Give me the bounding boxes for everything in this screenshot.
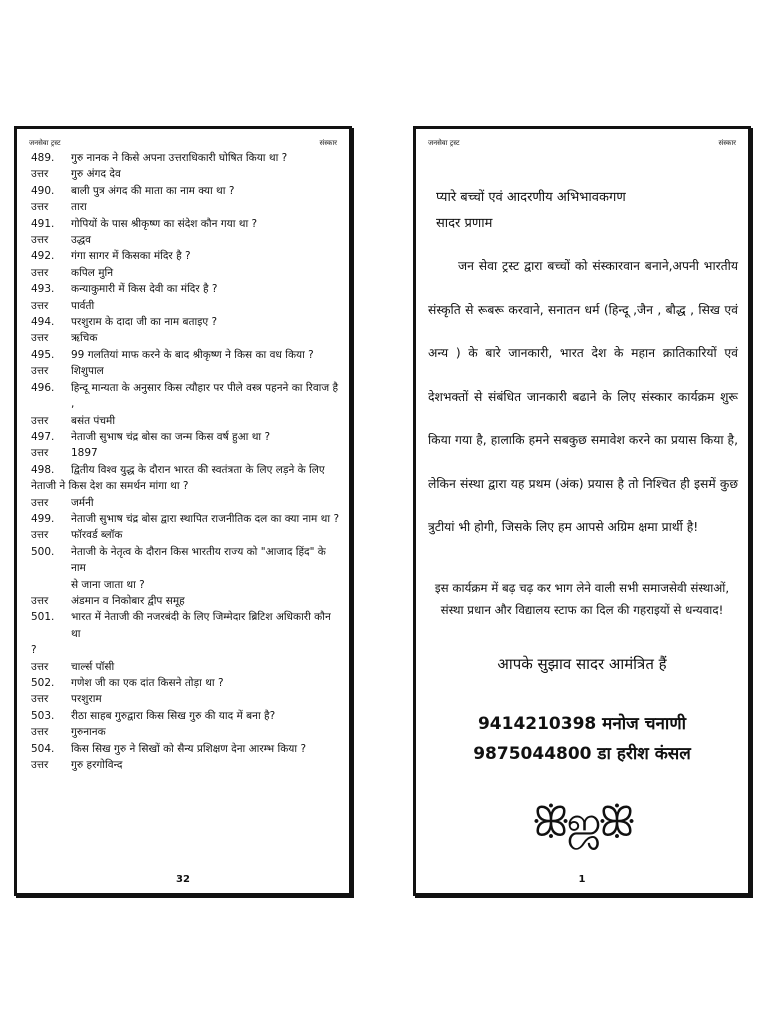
qa-line-number: 490. [31, 184, 55, 197]
qa-line-text: नेताजी सुभाष चंद्र बोस का जन्म किस वर्ष हुआ था ? [71, 430, 271, 443]
qa-line-text: 1897 [71, 447, 98, 460]
qa-line [31, 281, 339, 297]
qa-line [31, 166, 339, 182]
qa-line [31, 659, 339, 675]
qa-line [31, 232, 339, 248]
qa-line [31, 691, 339, 707]
qa-line-text: पार्वती [71, 299, 95, 312]
qa-line-text: ? [31, 644, 37, 657]
left-header-title: संस्कार [319, 139, 337, 147]
greeting-line-2: सादर प्रणाम [436, 216, 493, 231]
qa-line [31, 330, 339, 346]
qa-line-number: 492. [31, 250, 55, 263]
qa-line-text: फॉरवर्ड ब्लॉक [71, 529, 123, 542]
qa-line [31, 298, 339, 314]
qa-line-number: उत्तर [31, 299, 49, 312]
qa-line-text: गुरु हरगोविन्द [71, 759, 123, 772]
question-answer-list [31, 150, 339, 773]
qa-line [31, 183, 339, 199]
qa-line-text: चार्ल्स पॉसी [71, 660, 115, 673]
qa-line-text: 99 गलतियां माफ करने के बाद श्रीकृष्ण ने किस का वध किया ? [71, 348, 314, 361]
qa-line-number [31, 577, 71, 593]
greeting-line-1: प्यारे बच्चों एवं आदरणीय अभिभावकगण [436, 190, 626, 205]
qa-line-number: 500. [31, 545, 55, 558]
qa-line-number: उत्तर [31, 496, 49, 509]
left-page-header [29, 139, 337, 148]
contact-2: 9875044800 डा हरीश कंसल [473, 744, 691, 764]
qa-line [31, 216, 339, 232]
decorative-ornament-icon: ꕥஜꕥ [531, 797, 633, 846]
qa-line [31, 609, 339, 642]
qa-line-number: 504. [31, 742, 55, 755]
qa-line [31, 757, 339, 773]
qa-line-number: उत्तर [31, 660, 49, 673]
qa-line-text: कपिल मुनि [71, 266, 114, 279]
qa-line [31, 314, 339, 330]
qa-line-number: उत्तर [31, 365, 49, 378]
qa-line [31, 363, 339, 379]
right-header-title: संस्कार [718, 139, 736, 147]
qa-line-text: गंगा सागर में किसका मंदिर है ? [71, 250, 191, 263]
qa-line-number: उत्तर [31, 201, 49, 214]
qa-line [31, 445, 339, 461]
qa-line-number: उत्तर [31, 266, 49, 279]
qa-line-text: परशुराम [71, 693, 102, 706]
qa-line-text: गुरु अंगद देव [71, 168, 121, 181]
qa-line-text: परशुराम के दादा जी का नाम बताइए ? [71, 316, 218, 329]
qa-line-text: गुरुनानक [71, 726, 106, 739]
qa-line-text: किस सिख गुरु ने सिखों को सैन्य प्रशिक्षण देना आरम्भ किया ? [71, 742, 307, 755]
qa-line-number: उत्तर [31, 726, 49, 739]
qa-line-number: 499. [31, 512, 55, 525]
qa-line [31, 708, 339, 724]
qa-line [31, 544, 339, 577]
qa-line-number: उत्तर [31, 414, 49, 427]
qa-line-text: बाली पुत्र अंगद की माता का नाम क्या था ? [71, 184, 235, 197]
left-page-number: 32 [176, 874, 190, 885]
qa-line [31, 593, 339, 609]
qa-line-number: उत्तर [31, 759, 49, 772]
thanks-note [422, 577, 742, 621]
qa-line [31, 642, 339, 658]
qa-line [31, 265, 339, 281]
right-page-header [428, 139, 736, 148]
qa-line-number: 494. [31, 316, 55, 329]
thanks-line-2: संस्था प्रधान और विद्यालय स्टाफ का दिल की गहराइयों से धन्यवाद! [440, 603, 724, 617]
qa-line-text: अंडमान व निकोबार द्वीप समूह [71, 594, 185, 607]
qa-line-text: से जाना जाता था ? [71, 578, 145, 591]
qa-line-text: तारा [71, 201, 87, 214]
qa-line [31, 511, 339, 527]
qa-line-text: हिन्दू मान्यता के अनुसार किस त्यौहार पर पीले वस्त्र पहनने का रिवाज है , [71, 381, 339, 411]
qa-line [31, 199, 339, 215]
qa-line [31, 478, 339, 494]
qa-line [31, 347, 339, 363]
qa-line-text: कन्याकुमारी में किस देवी का मंदिर है ? [71, 283, 218, 296]
qa-line-number: उत्तर [31, 234, 49, 247]
qa-line-text: ऋचिक [71, 332, 98, 345]
qa-line-text: जर्मनी [71, 496, 94, 509]
qa-line-text: शिशुपाल [71, 365, 104, 378]
qa-line-number: उत्तर [31, 693, 49, 706]
qa-line-number: 503. [31, 709, 55, 722]
qa-line [31, 413, 339, 429]
suggestion-invite: आपके सुझाव सादर आमंत्रित हैं [497, 655, 667, 673]
qa-line-text: गुरु नानक ने किसे अपना उत्तराधिकारी घोषित किया था ? [71, 152, 288, 164]
right-page-number: 1 [578, 874, 586, 885]
left-page [14, 126, 352, 896]
qa-line-number: उत्तर [31, 594, 49, 607]
left-header-org: जनसेवा ट्रस्ट [29, 139, 61, 147]
qa-line-text: नेताजी ने किस देश का समर्थन मांगा था ? [31, 480, 189, 493]
qa-line [31, 462, 339, 478]
qa-line-text: द्वितीय विश्व युद्ध के दौरान भारत की स्वतंत्रता के लिए लड़ने के लिए [71, 463, 325, 476]
qa-line [31, 675, 339, 691]
qa-line-number: उत्तर [31, 332, 49, 345]
qa-line-number: 497. [31, 430, 55, 443]
introduction-text: जन सेवा ट्रस्ट द्वारा बच्चों को संस्कारवान बनाने,अपनी भारतीय संस्कृति से रूबरू करवाने, सनातन धर्म (हिन्दू ,जैन , बौद्ध , सिख एवं अन्य ) के बारे जानकारी, भारत देश के महान क्रातिकारियों एवं देशभक्तों से संबंधित जानकारी बढाने के लिए संस्कार कार्यक्रम शुरू किया गया है, हालाकि हमने सबकुछ समावेश करने का प्रयास किया है, लेकिन संस्था द्वारा यह प्रथम (अंक) प्रयास है तो निश्चित ही इसमें कुछ त्रुटीयां भी होगी, जिसके लिए हम आपसे अग्रिम क्षमा प्रार्थी है! [428, 259, 738, 534]
qa-line-text: नेताजी के नेतृत्व के दौरान किस भारतीय राज्य को "आजाद हिंद" के नाम [71, 545, 326, 575]
qa-line-number: उत्तर [31, 168, 49, 181]
right-page [413, 126, 751, 896]
introduction-paragraph [428, 245, 738, 550]
qa-line-text: भारत में नेताजी की नजरबंदी के लिए जिम्मेदार ब्रिटिश अधिकारी कौन था [71, 611, 331, 640]
qa-line-number: 498. [31, 463, 55, 476]
right-header-org: जनसेवा ट्रस्ट [428, 139, 460, 147]
qa-line-text: बसंत पंचमी [71, 414, 116, 427]
qa-line-text: नेताजी सुभाष चंद्र बोस द्वारा स्थापित राजनीतिक दल का क्या नाम था ? [71, 512, 340, 525]
qa-line [31, 527, 339, 543]
qa-line-text: गोपियों के पास श्रीकृष्ण का संदेश कौन गया था ? [71, 217, 258, 230]
qa-line-number: उत्तर [31, 529, 49, 542]
qa-line-number: उत्तर [31, 447, 49, 460]
qa-line [31, 495, 339, 511]
qa-line [31, 577, 339, 593]
qa-line [31, 741, 339, 757]
qa-line [31, 429, 339, 445]
qa-line-number: 495. [31, 348, 55, 361]
qa-line [31, 248, 339, 264]
qa-line [31, 724, 339, 740]
thanks-line-1: इस कार्यक्रम में बढ़ चढ़ कर भाग लेने वाली सभी समाजसेवी संस्थाओं, [434, 581, 730, 595]
qa-line-number: 493. [31, 283, 55, 296]
qa-line-number: 502. [31, 677, 55, 689]
qa-line-number: 501. [31, 611, 55, 624]
qa-line-number: 496. [31, 381, 55, 394]
qa-line-text: उद्धव [71, 234, 91, 247]
qa-line-text: रीठा साहब गुरुद्वारा किस सिख गुरु की याद में बना है? [71, 709, 276, 722]
contact-1: 9414210398 मनोज चनाणी [477, 714, 687, 734]
qa-line-text: गणेश जी का एक दांत किसने तोड़ा था ? [71, 677, 224, 689]
qa-line-number: 489. [31, 152, 55, 164]
qa-line [31, 150, 339, 166]
qa-line-number: 491. [31, 217, 55, 230]
qa-line [31, 380, 339, 413]
